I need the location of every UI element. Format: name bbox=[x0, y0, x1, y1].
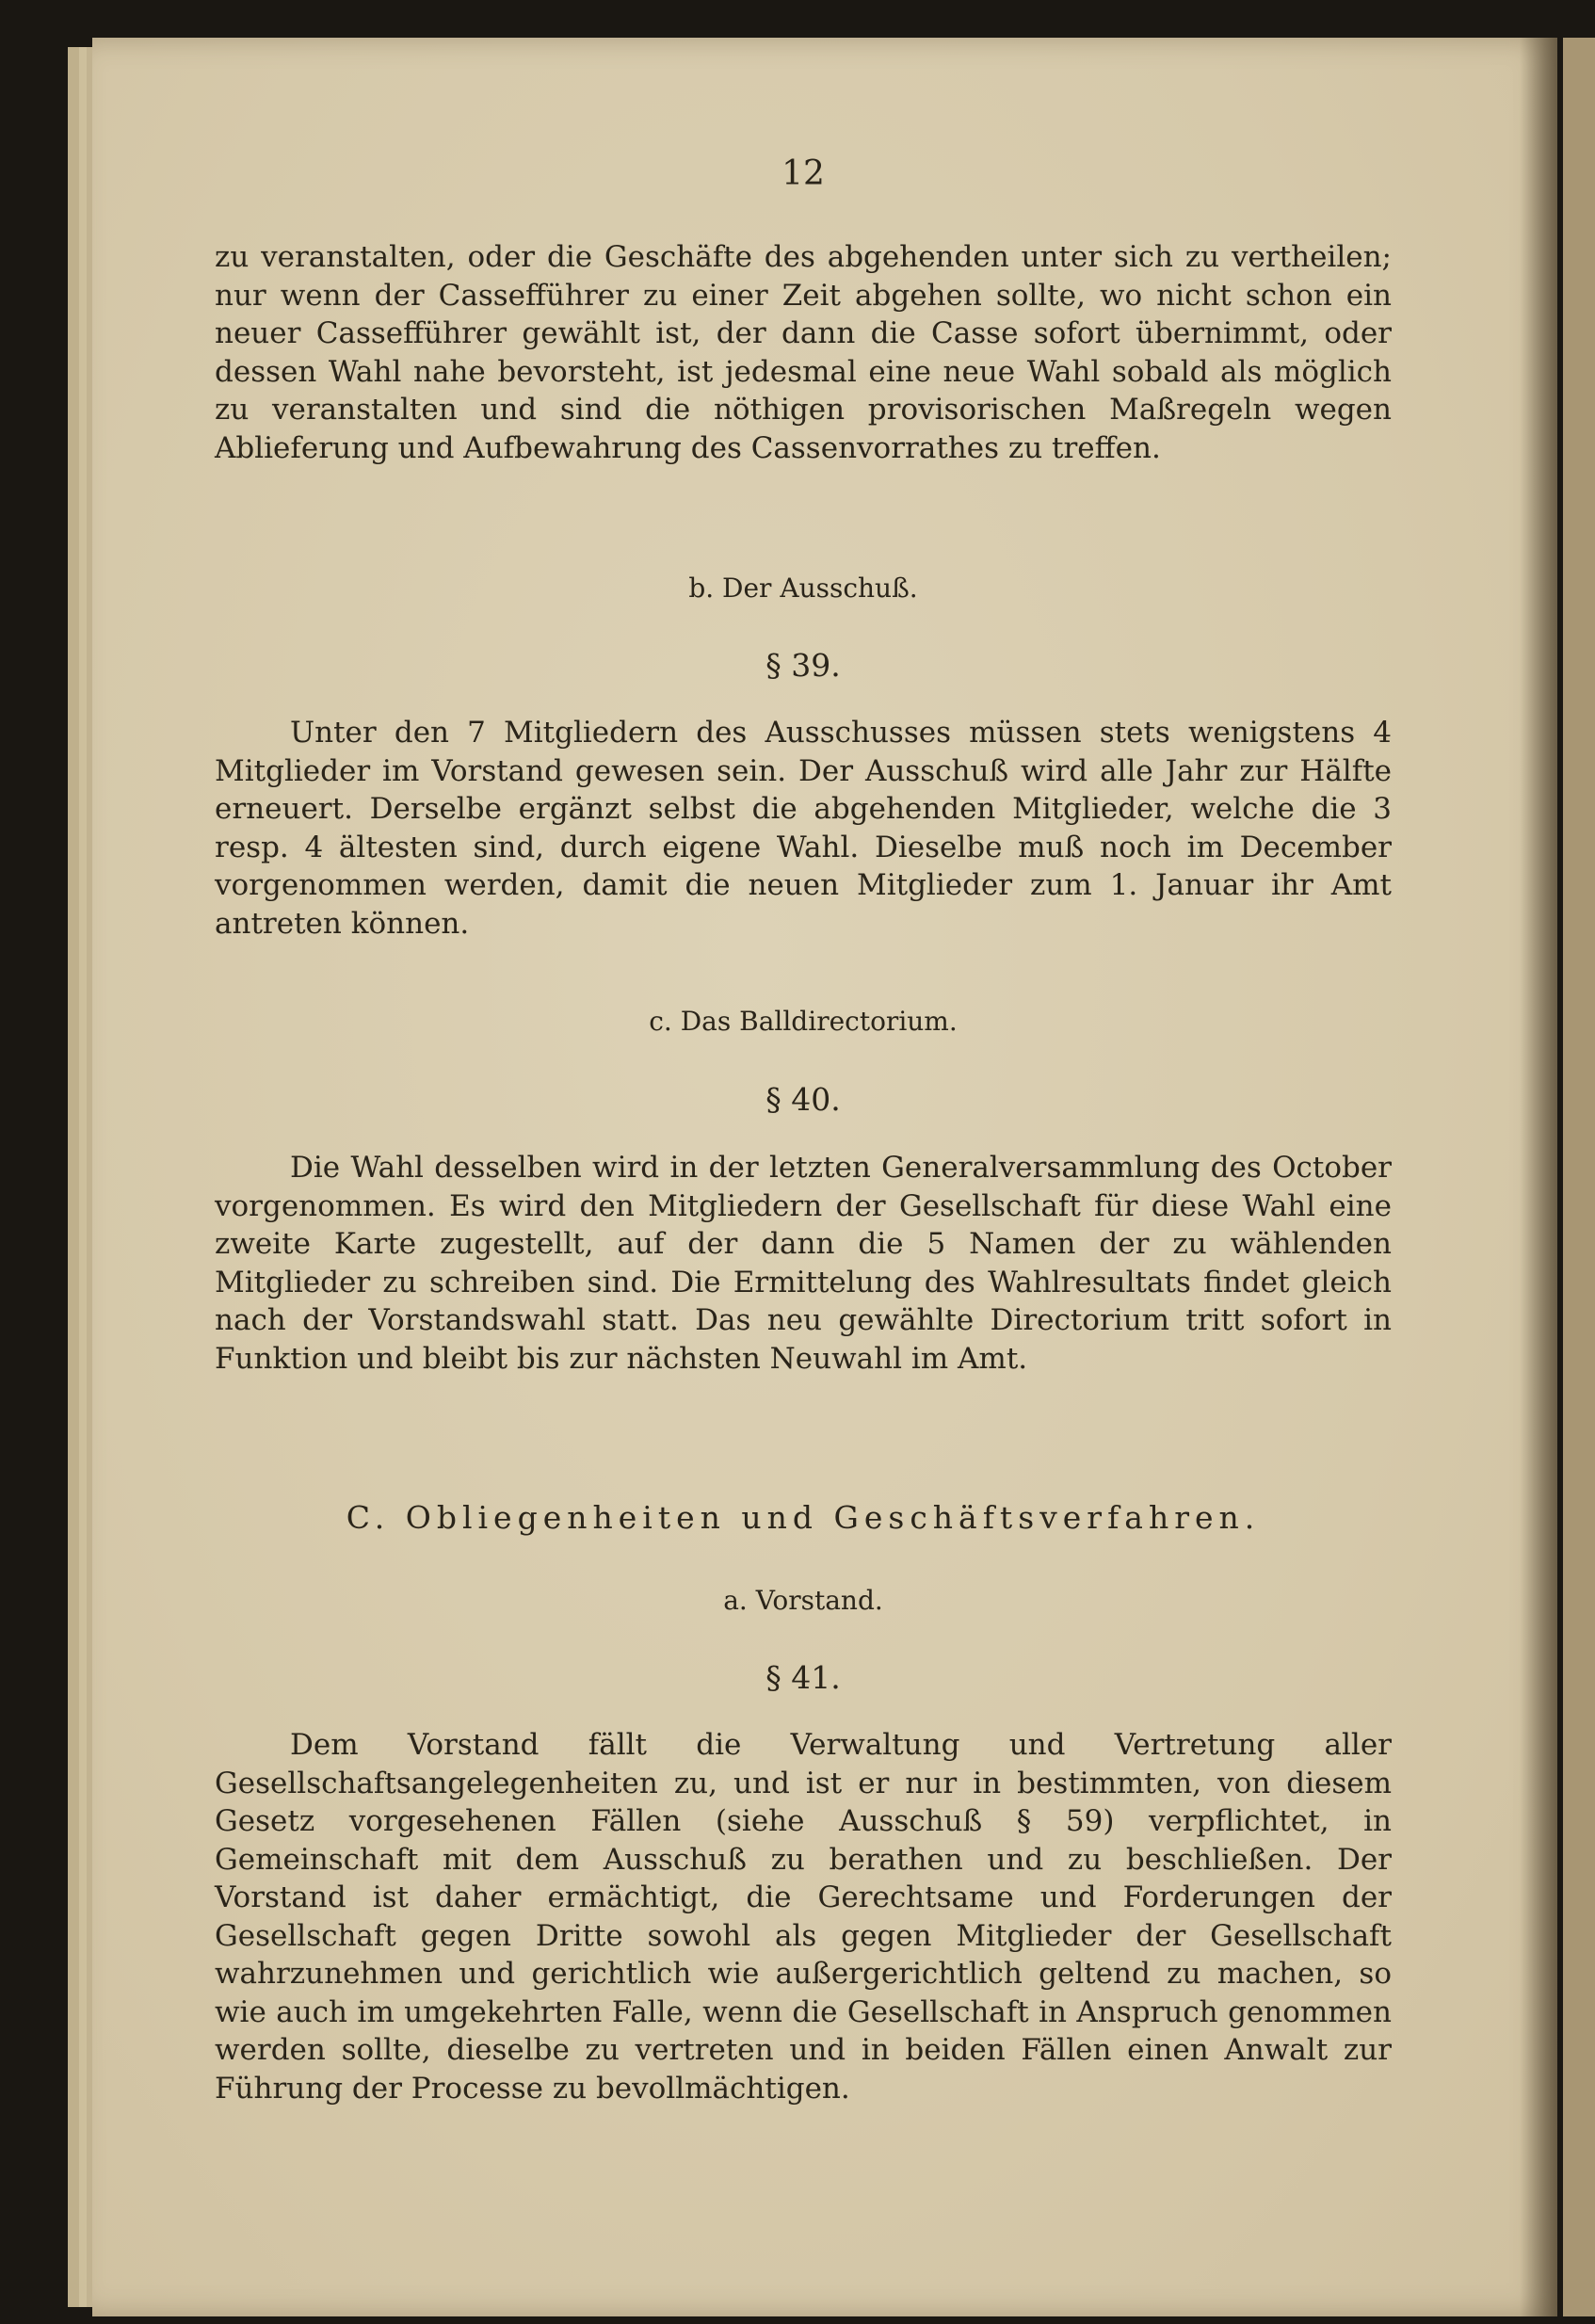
part-heading: C. Obliegenheiten und Geschäftsverfahren. bbox=[346, 1499, 1261, 1536]
section-b-heading-block bbox=[215, 570, 1392, 608]
section-heading: b. Der Ausschuß. bbox=[688, 573, 918, 604]
section-paragraph: Die Wahl desselben wird in der letzten Generalversammlung des October vorgenommen. Es wird den Mitgliedern der Gesellschaft für diese Wahl eine zweite Karte zugestellt, auf der dann die 5 Namen der zu wählenden Mitglieder zu schreiben sind. Die Ermittelung des Wahlresultats findet gleich nach der Vorstandswahl statt. Das neu gewählte Directorium tritt sofort in Funktion und bleibt bis zur nächsten Neuwahl im Amt. bbox=[215, 1151, 1392, 1376]
section-c-heading-block bbox=[215, 1003, 1392, 1041]
section-number: § 41. bbox=[765, 1659, 841, 1696]
section-number: § 40. bbox=[765, 1081, 841, 1118]
section-c-number-block bbox=[215, 1081, 1392, 1120]
section-paragraph: Unter den 7 Mitgliedern des Ausschusses müssen stets wenigstens 4 Mitglieder im Vorstand gewesen sein. Der Ausschuß wird alle Jahr zur Hälfte erneuert. Derselbe ergänzt selbst die abgehenden Mitglieder, welche die 3 resp. 4 ältesten sind, durch eigene Wahl. Dieselbe muß noch im December vorgenommen werden, damit die neuen Mitglieder zum 1. Januar ihr Amt antreten können. bbox=[215, 716, 1392, 941]
section-heading: c. Das Balldirectorium. bbox=[649, 1006, 958, 1037]
section-a-text-block bbox=[215, 1726, 1392, 2107]
intro-paragraph: zu veranstalten, oder die Geschäfte des abgehenden unter sich zu vertheilen; nur wenn der Cassefführer zu einer Zeit abgehen sollte, wo nicht schon ein neuer Cassefführer gewählt ist, der dann die Casse sofort übernimmt, oder dessen Wahl nahe bevorsteht, ist jedesmal eine neue Wahl sobald als möglich zu veranstalten und sind die nöthigen provisorischen Maßregeln wegen Ablieferung und Aufbewahrung des Cassenvorrathes zu treffen. bbox=[215, 240, 1392, 465]
section-b-number-block bbox=[215, 647, 1392, 686]
page-number: 12 bbox=[781, 154, 825, 193]
facing-page-edge bbox=[1563, 38, 1595, 2316]
section-number: § 39. bbox=[765, 647, 841, 684]
section-b-text-block bbox=[215, 714, 1392, 943]
page-spine-shadow bbox=[1520, 38, 1557, 2316]
section-heading: a. Vorstand. bbox=[723, 1585, 883, 1616]
section-c-text-block bbox=[215, 1149, 1392, 1378]
section-a-number-block bbox=[215, 1659, 1392, 1698]
intro-block bbox=[215, 238, 1392, 467]
section-a-heading-block bbox=[215, 1582, 1392, 1621]
part-c-heading-block bbox=[215, 1499, 1392, 1538]
section-paragraph: Dem Vorstand fällt die Verwaltung und Vertretung aller Gesellschaftsangelegenheiten zu, und ist er nur in bestimmten, von diesem Gesetz vorgesehenen Fällen (siehe Ausschuß § 59) verpflichtet, in Gemeinschaft mit dem Ausschuß zu berathen und zu beschließen. Der Vorstand ist daher ermächtigt, die Gerechtsame und Forderungen der Gesellschaft gegen Dritte sowohl als gegen Mitglieder der Gesellschaft wahrzunehmen und gerichtlich wie außergerichtlich geltend zu machen, so wie auch im umgekehrten Falle, wenn die Gesellschaft in Anspruch genommen werden sollte, dieselbe zu vertreten und in beiden Fällen einen Anwalt zur Führung der Processe zu bevollmächtigen. bbox=[215, 1728, 1392, 2106]
